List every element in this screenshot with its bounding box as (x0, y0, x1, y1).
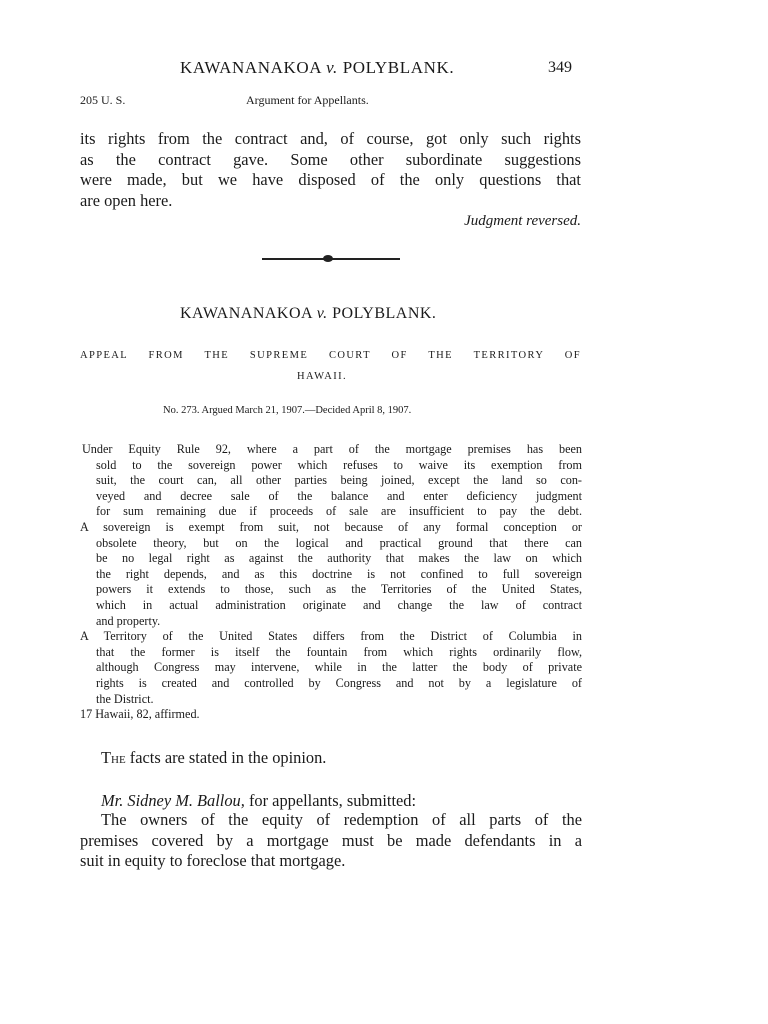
counsel-name: Mr. Sidney M. Ballou, (101, 791, 245, 810)
divider-ornament (323, 255, 333, 262)
appeal-line: APPEAL FROM THE SUPREME COURT OF THE TERRITORY OF (80, 350, 581, 361)
page-number: 349 (548, 59, 572, 76)
argument-paragraph (80, 810, 582, 872)
volume-reference: 205 U. S. (80, 93, 126, 107)
syllabus-line: Under Equity Rule 92, where a part of the mortgage premises has been (82, 442, 582, 456)
argument-line: The owners of the equity of redemption of all parts of the (101, 810, 582, 829)
prior-opinion-line: are open here. (80, 190, 173, 210)
syllabus-line: rights is created and controlled by Congress and not by a legislature of (96, 675, 582, 690)
syllabus-line: which in actual administration originate and change the law of contract (96, 597, 582, 612)
syllabus-line: the right depends, and as this doctrine is not confined to full sovereign (96, 566, 582, 581)
running-title-right: POLYBLANK. (342, 58, 455, 77)
case-title (180, 305, 436, 323)
judgment-line: Judgment reversed. (464, 213, 581, 229)
running-title-left: KAWANANAKOA (180, 58, 322, 77)
prior-opinion-paragraph (80, 129, 581, 211)
argument-line: suit in equity to foreclose that mortgage. (80, 851, 346, 870)
syllabus-line: for sum remaining due if proceeds of sale are insufficient to pay the debt. (96, 504, 582, 519)
prior-opinion-line: its rights from the contract and, of course, got only such rights (80, 129, 581, 148)
case-title-left: KAWANANAKOA (180, 305, 313, 322)
case-title-right: POLYBLANK. (332, 305, 437, 322)
facts-statement (101, 748, 326, 768)
syllabus-line: A sovereign is exempt from suit, not because of any formal conception or (80, 519, 582, 534)
argument-line: premises covered by a mortgage must be made defendants in a (80, 830, 582, 850)
counsel-line (101, 791, 416, 811)
syllabus-line: A Territory of the United States differs from the District of Columbia in (80, 629, 582, 644)
syllabus-line: obsolete theory, but on the logical and practical ground that there can (96, 535, 582, 550)
syllabus-line: that the former is itself the fountain from which rights ordinarily flow, (96, 644, 582, 659)
syllabus-line: be no legal right as against the authority that makes the law on which (96, 551, 582, 566)
case-title-v: v. (316, 305, 328, 322)
prior-opinion-line: as the contract gave. Some other subordinate suggestions (80, 149, 581, 169)
syllabus-line: suit, the court can, all other parties being joined, except the land so con- (96, 473, 582, 488)
syllabus (80, 442, 582, 723)
counsel-rest: for appellants, submitted: (244, 791, 417, 810)
syllabus-line: the District. (96, 691, 154, 706)
section-heading: Argument for Appellants. (246, 93, 369, 107)
appeal-line-continued: HAWAII. (297, 371, 348, 382)
running-title-v: v. (326, 58, 338, 77)
syllabus-line: 17 Hawaii, 82, affirmed. (80, 707, 200, 722)
syllabus-line: veyed and decree sale of the balance and enter deficiency judgment (96, 488, 582, 503)
syllabus-line: sold to the sovereign power which refuses to waive its exemption from (96, 457, 582, 472)
syllabus-line: powers it extends to those, such as the Territories of the United States, (96, 582, 582, 597)
syllabus-line: although Congress may intervene, while in the latter the body of private (96, 660, 582, 675)
argued-decided-line: No. 273. Argued March 21, 1907.—Decided April 8, 1907. (163, 405, 412, 416)
prior-opinion-line: were made, but we have disposed of the only questions that (80, 170, 581, 189)
facts-rest: facts are stated in the opinion. (125, 748, 327, 767)
running-title (180, 58, 454, 78)
syllabus-line: and property. (96, 613, 161, 628)
facts-first-word: The (101, 748, 126, 767)
